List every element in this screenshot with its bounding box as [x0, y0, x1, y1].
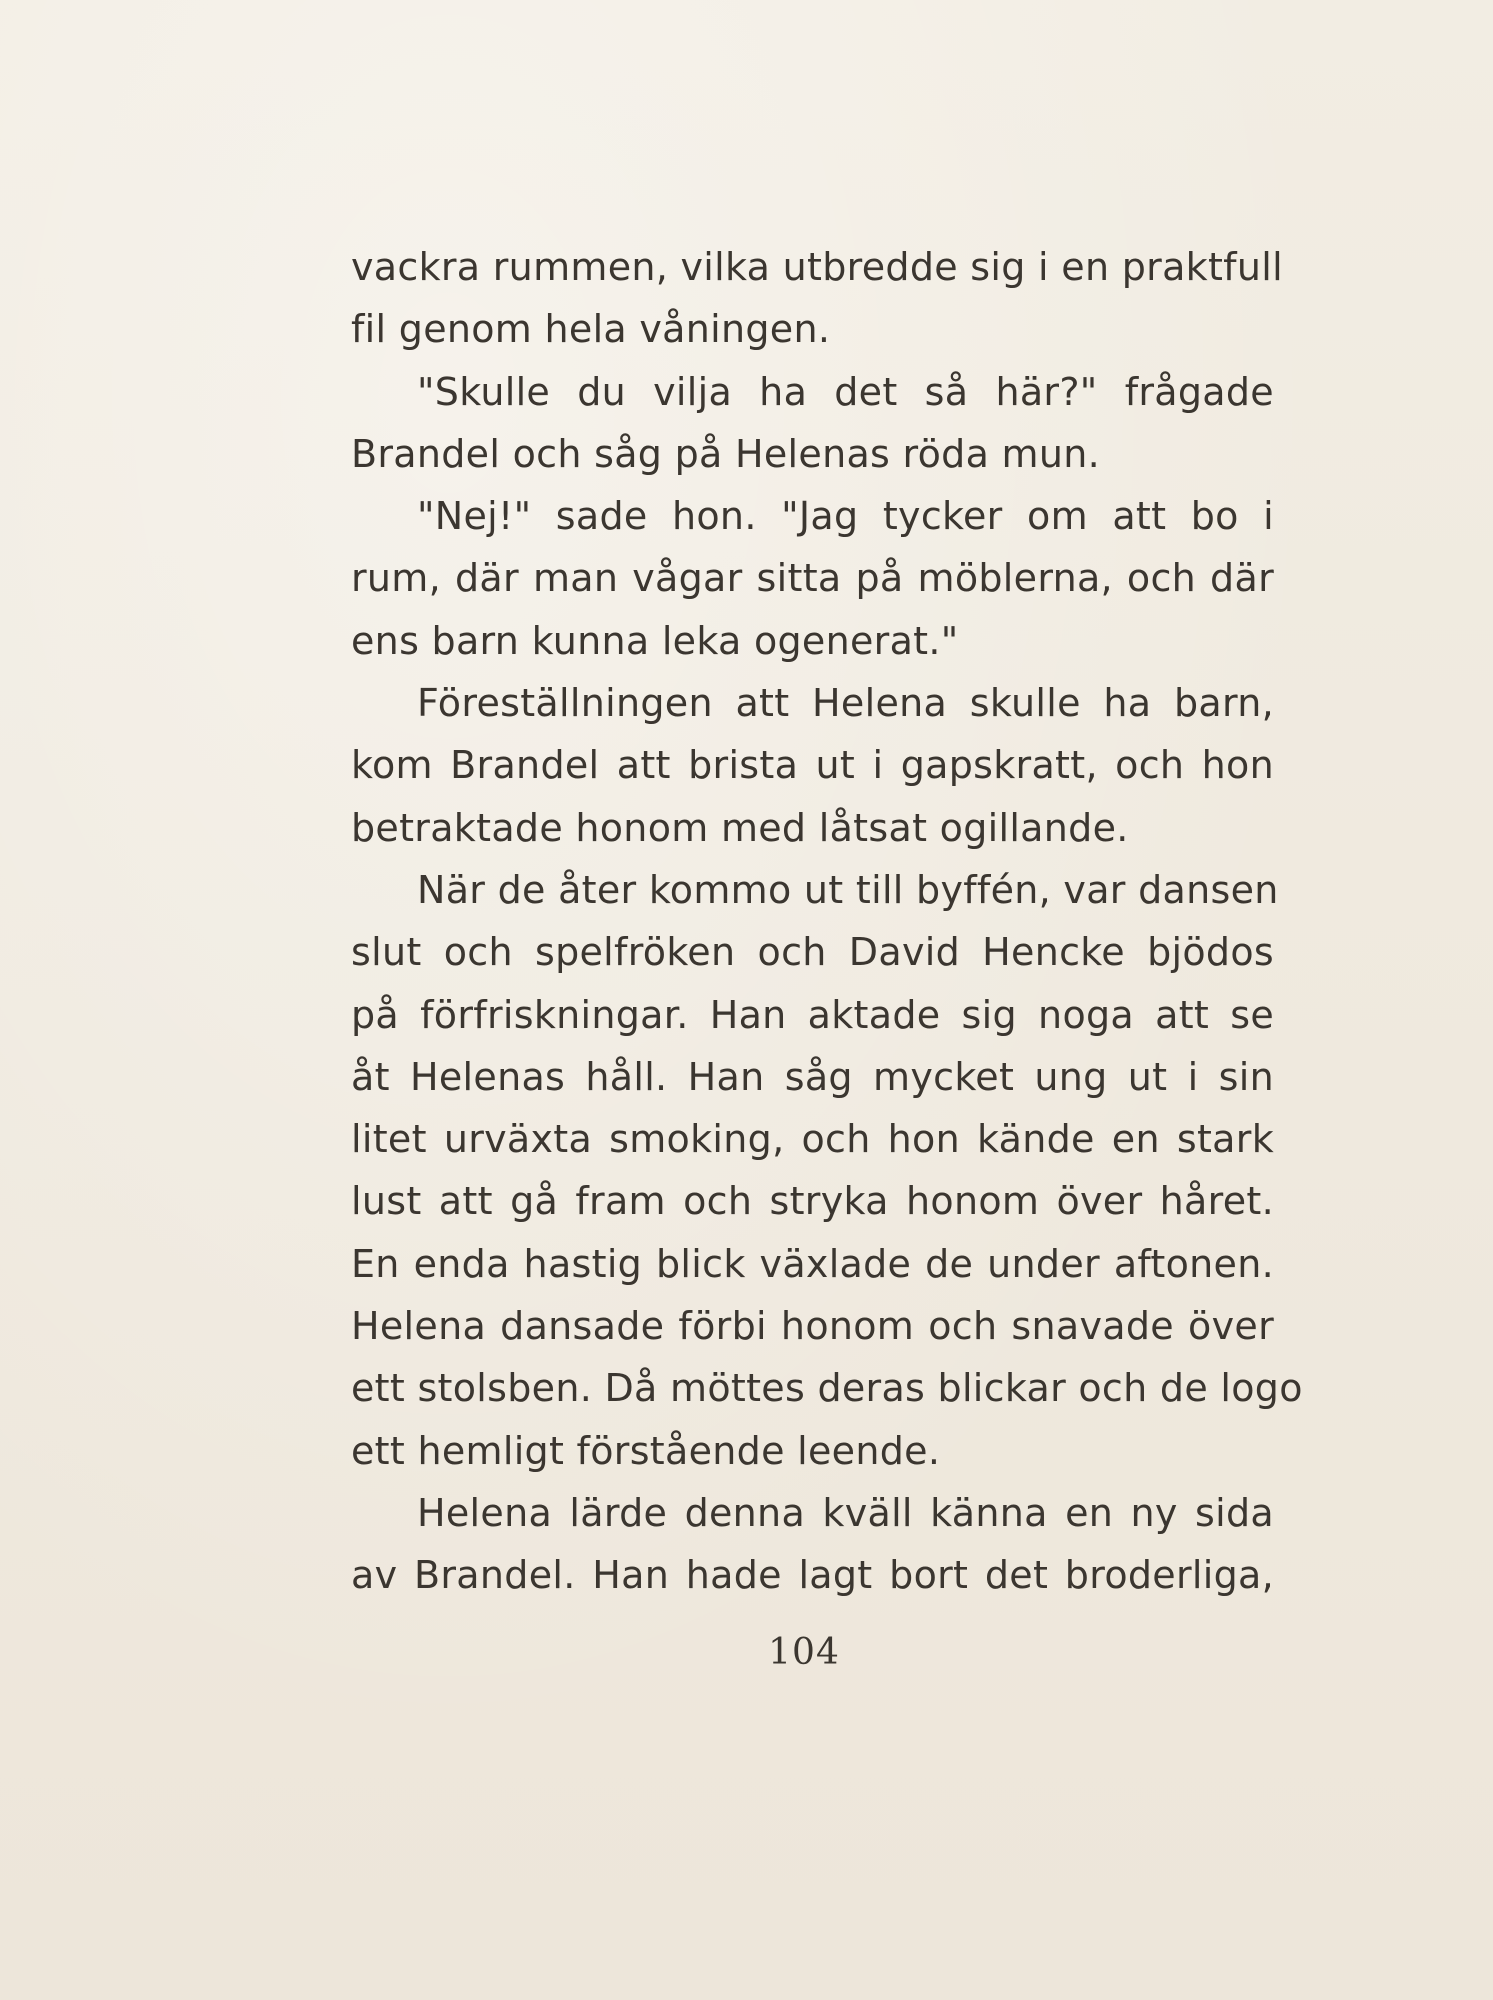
text-line: ett hemligt förstående leende.: [351, 1428, 941, 1473]
text-line: litet urväxta smoking, och hon kände en stark: [351, 1117, 1274, 1162]
text-line: lust att gå fram och stryka honom över håret.: [351, 1179, 1274, 1224]
text-line: Helena lärde denna kväll känna en ny sida: [417, 1490, 1274, 1535]
text-line: När de åter kommo ut till byffén, var dansen: [417, 867, 1279, 912]
text-line: En enda hastig blick växlade de under aftonen.: [351, 1241, 1274, 1286]
text-line: vackra rummen, vilka utbredde sig i en praktfull: [351, 245, 1283, 289]
text-line: rum, där man vågar sitta på möblerna, och där: [351, 556, 1274, 601]
text-line: åt Helenas håll. Han såg mycket ung ut i sin: [351, 1054, 1274, 1099]
text-line: betraktade honom med låtsat ogillande.: [351, 805, 1129, 850]
text-line: kom Brandel att brista ut i gapskratt, och hon: [351, 743, 1274, 788]
text-line: Brandel och såg på Helenas röda mun.: [351, 431, 1100, 476]
page-number: 104: [768, 1632, 840, 1673]
text-line: på förfriskningar. Han aktade sig noga att se: [351, 992, 1274, 1037]
text-line: "Skulle du vilja ha det så här?" frågade: [417, 369, 1274, 414]
text-line: Helena dansade förbi honom och snavade över: [351, 1304, 1274, 1349]
text-line: ens barn kunna leka ogenerat.": [351, 618, 959, 663]
text-line: fil genom hela våningen.: [351, 307, 831, 352]
text-line: av Brandel. Han hade lagt bort det broderliga,: [351, 1553, 1274, 1598]
text-line: Föreställningen att Helena skulle ha barn,: [417, 681, 1274, 726]
text-line: "Nej!" sade hon. "Jag tycker om att bo i: [417, 494, 1274, 539]
text-line: slut och spelfröken och David Hencke bjödos: [351, 930, 1274, 975]
body-text: [351, 236, 1303, 1607]
text-line: ett stolsben. Då möttes deras blickar och de logo: [351, 1366, 1303, 1411]
